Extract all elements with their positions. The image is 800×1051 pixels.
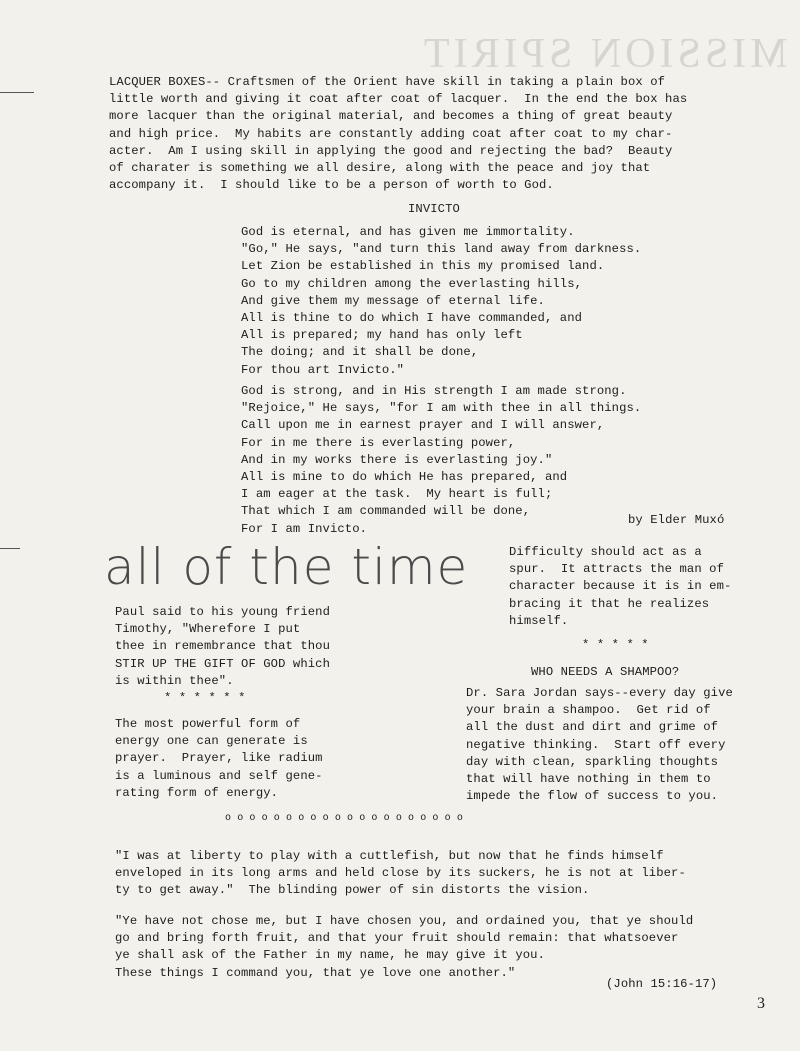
- text-line: your brain a shampoo. Get rid of: [466, 703, 711, 718]
- text-line: acter. Am I using skill in applying the good and rejecting the bad? Beauty: [109, 143, 673, 158]
- cuttlefish-paragraph: [115, 848, 686, 900]
- text-line: The most powerful form of: [115, 717, 301, 731]
- left-column-stars: * * * * * *: [164, 691, 246, 705]
- poem-line: That which I am commanded will be done,: [241, 504, 531, 519]
- text-line: day with clean, sparkling thoughts: [466, 754, 719, 769]
- text-line: little worth and giving it coat after coat of lacquer. In the end the box has: [109, 92, 688, 107]
- margin-mark: [0, 92, 34, 93]
- poem-line: For in me there is everlasting power,: [241, 435, 516, 450]
- left-column-paul: [115, 604, 330, 690]
- poem-line: For thou art Invicto.": [241, 362, 405, 377]
- text-line: ye shall ask of the Father in my name, he may give it you.: [115, 948, 545, 963]
- bleed-through-header: MISSION SPIRIT: [420, 31, 788, 77]
- poem-stanza-2: [241, 383, 641, 538]
- text-line: and high price. My habits are constantly adding coat after coat to my char-: [109, 126, 673, 141]
- poem-line: And give them my message of eternal life.: [241, 293, 545, 308]
- text-line: go and bring forth fruit, and that your fruit should remain: that whatsoever: [115, 931, 679, 946]
- text-line: more lacquer than the original material, and becomes a thing of great beauty: [109, 109, 673, 124]
- text-line: STIR UP THE GIFT OF GOD which: [115, 656, 330, 671]
- text-line: rating form of energy.: [115, 785, 279, 800]
- poem-line: For I am Invicto.: [241, 521, 368, 536]
- text-line: "Ye have not chose me, but I have chosen you, and ordained you, that ye should: [115, 914, 694, 928]
- text-line: himself.: [509, 613, 569, 628]
- text-line: bracing it that he realizes: [509, 596, 710, 611]
- text-line: negative thinking. Start off every: [466, 737, 726, 752]
- right-column-difficulty: [509, 544, 731, 630]
- poem-stanza-1: [241, 224, 641, 379]
- text-line: that will have nothing in them to: [466, 772, 711, 787]
- poem-line: God is eternal, and has given me immortality.: [241, 225, 575, 239]
- poem-line: God is strong, and in His strength I am made strong.: [241, 384, 627, 398]
- right-column-shampoo: [466, 685, 733, 805]
- scripture-paragraph: [115, 913, 693, 982]
- poem-line: "Rejoice," He says, "for I am with thee in all things.: [241, 401, 642, 416]
- text-line: thee in remembrance that thou: [115, 639, 330, 654]
- circle-divider: o o o o o o o o o o o o o o o o o o o o: [225, 813, 463, 824]
- text-line: all the dust and dirt and grime of: [466, 720, 719, 735]
- text-line: Difficulty should act as a: [509, 545, 702, 559]
- poem-line: All is prepared; my hand has only left: [241, 328, 523, 343]
- section-title: all of the time: [104, 538, 469, 596]
- poem-line: All is mine to do which He has prepared, and: [241, 470, 568, 485]
- left-column-prayer: [115, 716, 323, 802]
- text-line: LACQUER BOXES-- Craftsmen of the Orient have skill in taking a plain box of: [109, 75, 666, 89]
- poem-line: I am eager at the task. My heart is full;: [241, 487, 553, 502]
- text-line: ty to get away." The blinding power of sin distorts the vision.: [115, 883, 590, 898]
- poem-line: Call upon me in earnest prayer and I will answer,: [241, 418, 605, 433]
- text-line: Paul said to his young friend: [115, 605, 330, 619]
- text-line: impede the flow of success to you.: [466, 789, 719, 804]
- right-column-stars: * * * * *: [582, 638, 649, 652]
- poem-line: And in my works there is everlasting joy.": [241, 452, 553, 467]
- text-line: of charater is something we all desire, along with the peace and joy that: [109, 161, 651, 176]
- shampoo-title: WHO NEEDS A SHAMPOO?: [531, 665, 680, 679]
- text-line: energy one can generate is: [115, 734, 308, 749]
- text-line: accompany it. I should like to be a person of worth to God.: [109, 178, 554, 193]
- text-line: enveloped in its long arms and held close by its suckers, he is not at liber-: [115, 866, 686, 881]
- poem-title: INVICTO: [408, 202, 460, 216]
- text-line: is a luminous and self gene-: [115, 768, 323, 783]
- text-line: is within thee".: [115, 673, 234, 688]
- text-line: "I was at liberty to play with a cuttlefish, but now that he finds himself: [115, 849, 664, 863]
- poem-line: Go to my children among the everlasting hills,: [241, 276, 583, 291]
- poem-line: "Go," He says, "and turn this land away from darkness.: [241, 242, 642, 257]
- scripture-reference: (John 15:16-17): [606, 977, 718, 991]
- poem-line: All is thine to do which I have commanded, and: [241, 311, 583, 326]
- poem-line: The doing; and it shall be done,: [241, 345, 479, 360]
- text-line: character because it is in em-: [509, 579, 732, 594]
- poem-line: Let Zion be established in this my promised land.: [241, 259, 605, 274]
- text-line: These things I command you, that ye love one another.": [115, 965, 516, 980]
- text-line: prayer. Prayer, like radium: [115, 751, 323, 766]
- page-number: 3: [757, 995, 765, 1012]
- text-line: Dr. Sara Jordan says--every day give: [466, 686, 733, 700]
- margin-mark: [0, 548, 20, 549]
- poem-author: by Elder Muxó: [628, 513, 725, 527]
- lacquer-boxes-paragraph: [109, 74, 687, 194]
- text-line: Timothy, "Wherefore I put: [115, 622, 301, 637]
- text-line: spur. It attracts the man of: [509, 562, 724, 577]
